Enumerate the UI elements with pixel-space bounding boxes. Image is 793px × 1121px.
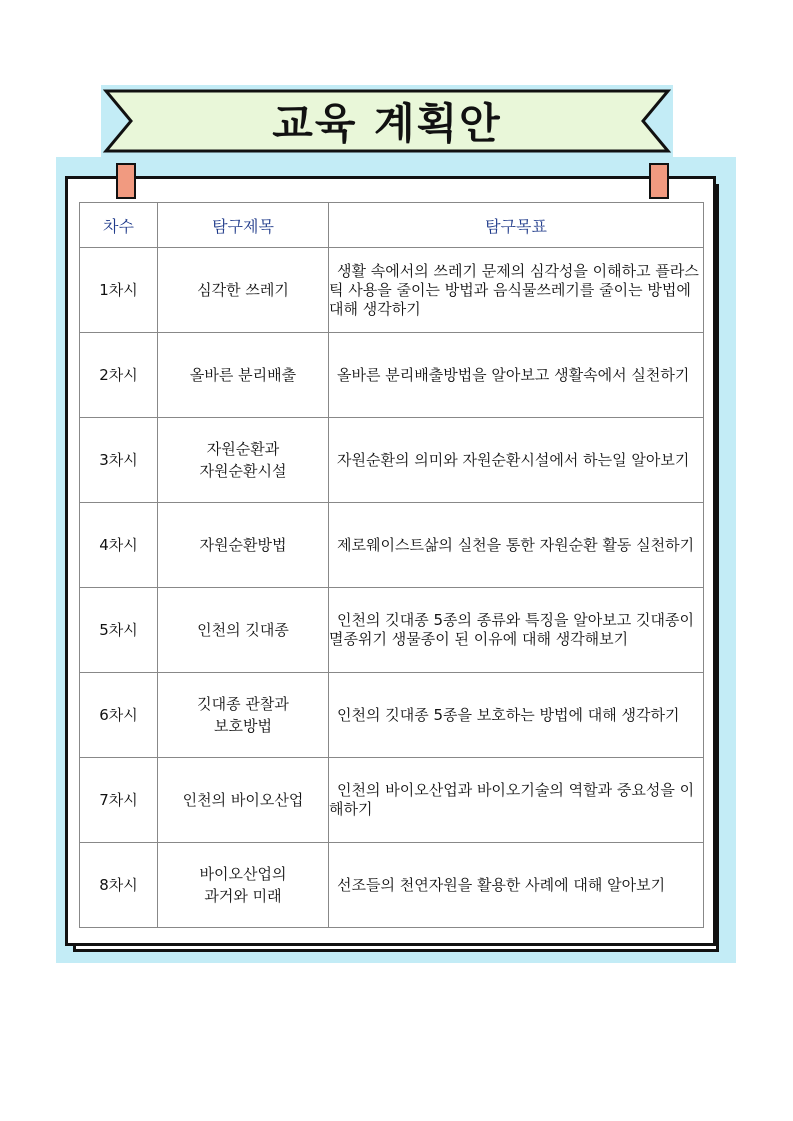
session-cell: 2차시 [80, 333, 158, 418]
header-goal: 탐구목표 [329, 203, 704, 248]
paper-tab-right [649, 163, 669, 199]
table-row [80, 673, 704, 758]
session-cell: 7차시 [80, 758, 158, 843]
paper-tab-left [116, 163, 136, 199]
topic-line: 보호방법 [214, 717, 272, 735]
table-row [80, 843, 704, 928]
table-row [80, 588, 704, 673]
table-row [80, 418, 704, 503]
goal-cell: 생활 속에서의 쓰레기 문제의 심각성을 이해하고 플라스틱 사용을 줄이는 방법과 음식물쓰레기를 줄이는 방법에 대해 생각하기 [329, 248, 704, 333]
header-topic: 탐구제목 [158, 203, 329, 248]
session-cell: 1차시 [80, 248, 158, 333]
goal-cell: 올바른 분리배출방법을 알아보고 생활속에서 실천하기 [329, 333, 704, 418]
topic-line: 자원순환시설 [199, 462, 287, 480]
goal-cell: 인천의 바이오산업과 바이오기술의 역할과 중요성을 이해하기 [329, 758, 704, 843]
session-cell: 3차시 [80, 418, 158, 503]
table-header-row [80, 203, 704, 248]
topic-line: 바이오산업의 [199, 865, 287, 883]
goal-cell: 인천의 깃대종 5종을 보호하는 방법에 대해 생각하기 [329, 673, 704, 758]
topic-line: 인천의 바이오산업 [182, 791, 304, 809]
header-session: 차수 [80, 203, 158, 248]
goal-cell: 자원순환의 의미와 자원순환시설에서 하는일 알아보기 [329, 418, 704, 503]
table-row [80, 503, 704, 588]
plan-table [79, 202, 704, 928]
topic-line: 올바른 분리배출 [189, 366, 297, 384]
topic-line: 인천의 깃대종 [197, 621, 289, 639]
topic-cell [158, 333, 329, 418]
goal-cell: 선조들의 천연자원을 활용한 사례에 대해 알아보기 [329, 843, 704, 928]
goal-cell: 인천의 깃대종 5종의 종류와 특징을 알아보고 깃대종이 멸종위기 생물종이 된 이유에 대해 생각해보기 [329, 588, 704, 673]
topic-cell [158, 418, 329, 503]
session-cell: 8차시 [80, 843, 158, 928]
topic-line: 심각한 쓰레기 [197, 281, 289, 299]
topic-cell [158, 758, 329, 843]
session-cell: 6차시 [80, 673, 158, 758]
session-cell: 4차시 [80, 503, 158, 588]
table-row [80, 758, 704, 843]
page-title: 교육 계획안 [272, 99, 502, 148]
topic-line: 깃대종 관찰과 [197, 695, 289, 713]
topic-line: 자원순환과 [206, 440, 280, 458]
topic-cell [158, 248, 329, 333]
topic-cell [158, 673, 329, 758]
goal-cell: 제로웨이스트삶의 실천을 통한 자원순환 활동 실천하기 [329, 503, 704, 588]
table-row [80, 333, 704, 418]
topic-cell [158, 588, 329, 673]
topic-cell [158, 503, 329, 588]
topic-line: 과거와 미래 [204, 887, 282, 905]
topic-line: 자원순환방법 [199, 536, 287, 554]
topic-cell [158, 843, 329, 928]
table-row [80, 248, 704, 333]
session-cell: 5차시 [80, 588, 158, 673]
